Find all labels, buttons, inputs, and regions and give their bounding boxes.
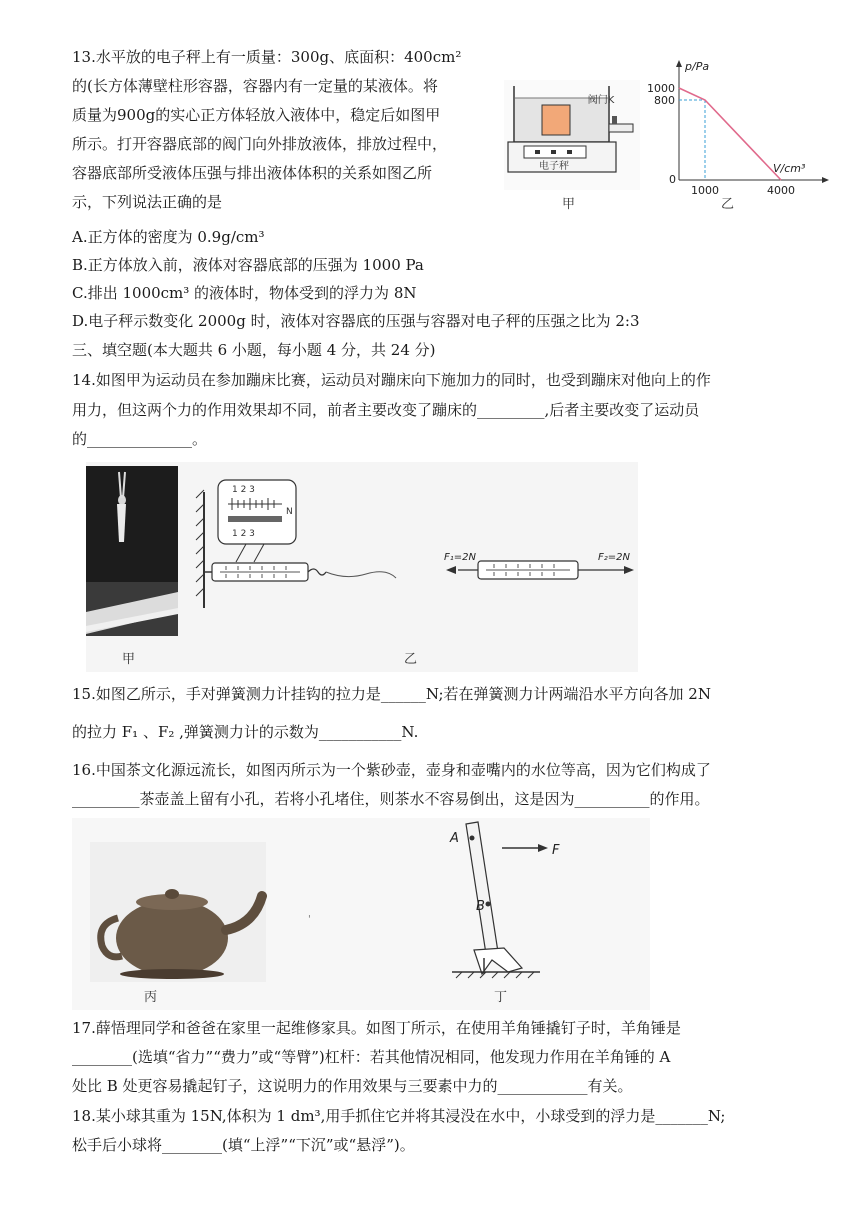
q13-line-2: 的(长方体薄壁柱形容器，容器内有一定量的某液体。将 [72,77,438,95]
graph-origin: 0 [669,173,676,186]
q13-option-a: A.正方体的密度为 0.9g/cm³ [72,228,265,246]
q17-line-2: ________(选填“省力”“费力”或“等臂”)杠杆：若其他情况相同，他发现力作用在羊角锤的 A [72,1048,671,1066]
q15-line-1: 15.如图乙所示，手对弹簧测力计挂钩的拉力是______N;若在弹簧测力计两端沿水平方向各加 2N [72,685,711,703]
graph-x-tick-4000: 4000 [767,184,795,197]
section-3-heading: 三、填空题(本大题共 6 小题，每小题 4 分，共 24 分) [72,341,436,359]
trampoline-photo [86,466,178,636]
q14-line-3: 的______________。 [72,430,208,448]
graph-y-tick-800: 800 [654,94,675,107]
q18-line-1: 18.某小球其重为 15N,体积为 1 dm³,用手抓住它并将其浸没在水中，小球受到的浮力是_______N; [72,1107,726,1125]
q13-line-5: 容器底部所受液体压强与排出液体体积的关系如图乙所 [72,164,433,182]
q15-line-2: 的拉力 F₁ 、F₂ ,弹簧测力计的示数为___________N. [72,723,419,741]
q13-line-6: 示，下列说法正确的是 [72,193,223,211]
hammer-force-label: F [552,843,560,858]
figure-row-trampoline-spring-balance [86,462,638,672]
hammer-point-a-label: A [450,831,459,846]
q14-line-1: 14.如图甲为运动员在参加蹦床比赛，运动员对蹦床向下施加力的同时，也受到蹦床对他向上的作 [72,371,711,389]
valve-label: 阀门K [587,95,615,106]
figure-jia-caption-row1: 甲 [122,652,136,667]
figure-jia-container-on-scale [504,80,640,190]
figure-bing-caption: 丙 [144,990,158,1005]
svg-text:': ' [308,914,311,925]
figure-row-teapot-hammer [72,818,650,1010]
force-f2-label: F₂=2N [598,552,630,563]
scale-label: 电子秤 [539,161,569,172]
q16-line-1: 16.中国茶文化源远流长，如图丙所示为一个紫砂壶，壶身和壶嘴内的水位等高，因为它们构成了 [72,761,711,779]
graph-x-label: V/cm³ [773,162,806,175]
q16-line-2: _________茶壶盖上留有小孔，若将小孔堵住，则茶水不容易倒出，这是因为__________的作用。 [72,790,710,808]
q13-line-4: 所示。打开容器底部的阀门向外排放液体，排放过程中， [72,135,448,153]
callout-scale-numbers-bottom: 1 2 3 [232,529,255,539]
graph-x-tick-1000: 1000 [691,184,719,197]
graph-y-tick-1000: 1000 [647,82,675,95]
figure-yi-pressure-graph [643,52,843,202]
q13-option-d: D.电子秤示数变化 2000g 时，液体对容器底的压强与容器对电子秤的压强之比为 2:3 [72,312,640,330]
q13-option-c: C.排出 1000cm³ 的液体时，物体受到的浮力为 8N [72,284,417,302]
teapot-photo [90,842,266,982]
figure-ding-caption: 丁 [494,990,508,1005]
q17-line-1: 17.薛悟理同学和爸爸在家里一起维修家具。如图丁所示，在使用羊角锤撬钉子时，羊角锤是 [72,1019,681,1037]
q13-option-b: B.正方体放入前，液体对容器底部的压强为 1000 Pa [72,256,424,274]
force-f1-label: F₁=2N [444,552,476,563]
figure-yi-caption-row1: 乙 [404,652,418,667]
q14-line-2: 用力，但这两个力的作用效果却不同，前者主要改变了蹦床的_________,后者主要改变了运动员 [72,401,700,419]
callout-scale-numbers-top: 1 2 3 [232,485,255,495]
hammer-point-b-label: B [476,899,485,914]
figure-jia-caption: 甲 [562,197,576,212]
figure-yi-caption: 乙 [721,197,735,212]
callout-unit: N [286,507,293,517]
q13-line-3: 质量为900g的实心正方体轻放入液体中，稳定后如图甲 [72,106,441,124]
q17-line-3: 处比 B 处更容易撬起钉子，这说明力的作用效果与三要素中力的____________有关。 [72,1077,633,1095]
q13-line-1: 13.水平放的电子秤上有一质量：300g、底面积：400cm² [72,48,462,66]
q18-line-2: 松手后小球将________(填“上浮”“下沉”或“悬浮”)。 [72,1136,415,1154]
graph-y-label: p/Pa [685,60,710,73]
